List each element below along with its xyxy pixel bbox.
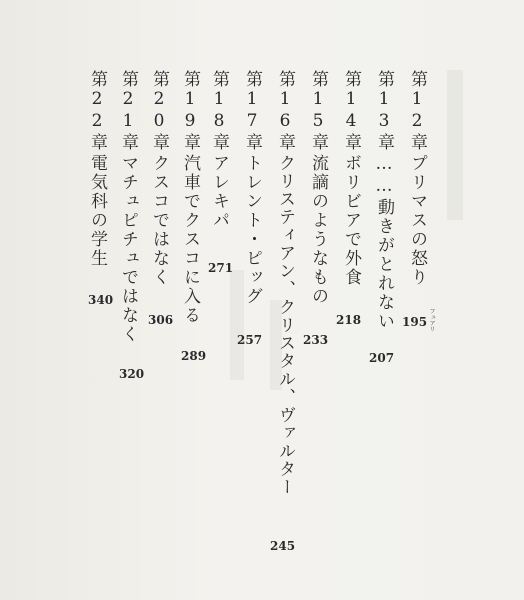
chapter-title: 汽車でクスコに入る	[180, 154, 200, 325]
chapter-number: 第14章	[341, 70, 361, 152]
chapter-title: クスコではなく	[149, 154, 169, 287]
chapter-number: 第16章	[275, 70, 295, 152]
toc-entry-16	[270, 70, 300, 570]
toc-entry-17	[237, 70, 267, 570]
page-number: 195	[402, 315, 428, 329]
chapter-title: ……動きがとれない	[374, 154, 394, 331]
page-number: 257	[237, 333, 263, 347]
chapter-number: 第15章	[308, 70, 328, 152]
chapter-title: マチュピチュではなく	[118, 154, 138, 344]
toc-entry-13	[369, 70, 399, 570]
toc-entry-12	[402, 70, 435, 570]
toc-entry-18	[210, 70, 234, 570]
toc-entry-14	[336, 70, 366, 570]
chapter-number: 第22章	[87, 70, 107, 152]
chapter-title: アレキパ	[209, 154, 229, 230]
chapter-number: 第21章	[118, 70, 138, 152]
chapter-number: 第13章	[374, 70, 394, 152]
page-number: 233	[303, 333, 329, 347]
page-number: 306	[148, 313, 174, 327]
chapter-title: クリスティアン、クリスタル、ヴァルター	[275, 154, 295, 496]
page-number: 245	[270, 539, 296, 553]
toc-entry-21	[119, 70, 143, 570]
toc-entry-15	[303, 70, 333, 570]
chapter-title: ボリビアで外食	[341, 154, 361, 287]
chapter-number: 第20章	[149, 70, 169, 152]
chapter-title-ruby: フュアリ	[428, 308, 435, 332]
page-number: 271	[208, 261, 234, 275]
chapter-title: 流謫のようなもの	[308, 154, 328, 306]
page-number: 207	[369, 351, 395, 365]
toc-entry-22	[88, 70, 112, 570]
chapter-number: 第17章	[242, 70, 262, 152]
page-number: 218	[336, 313, 362, 327]
chapter-number: 第12章	[407, 70, 427, 152]
chapter-number: 第18章	[209, 70, 229, 152]
chapter-number: 第19章	[180, 70, 200, 152]
toc-entry-19	[181, 70, 205, 570]
chapter-title: プリマスの怒り	[407, 154, 427, 287]
chapter-title: 電気科の学生	[87, 154, 107, 268]
chapter-title: トレント・ピッグ	[242, 154, 262, 306]
page-number: 320	[119, 367, 145, 381]
page-number: 289	[181, 349, 207, 363]
page-number: 340	[88, 293, 114, 307]
toc-entry-20	[150, 70, 174, 570]
